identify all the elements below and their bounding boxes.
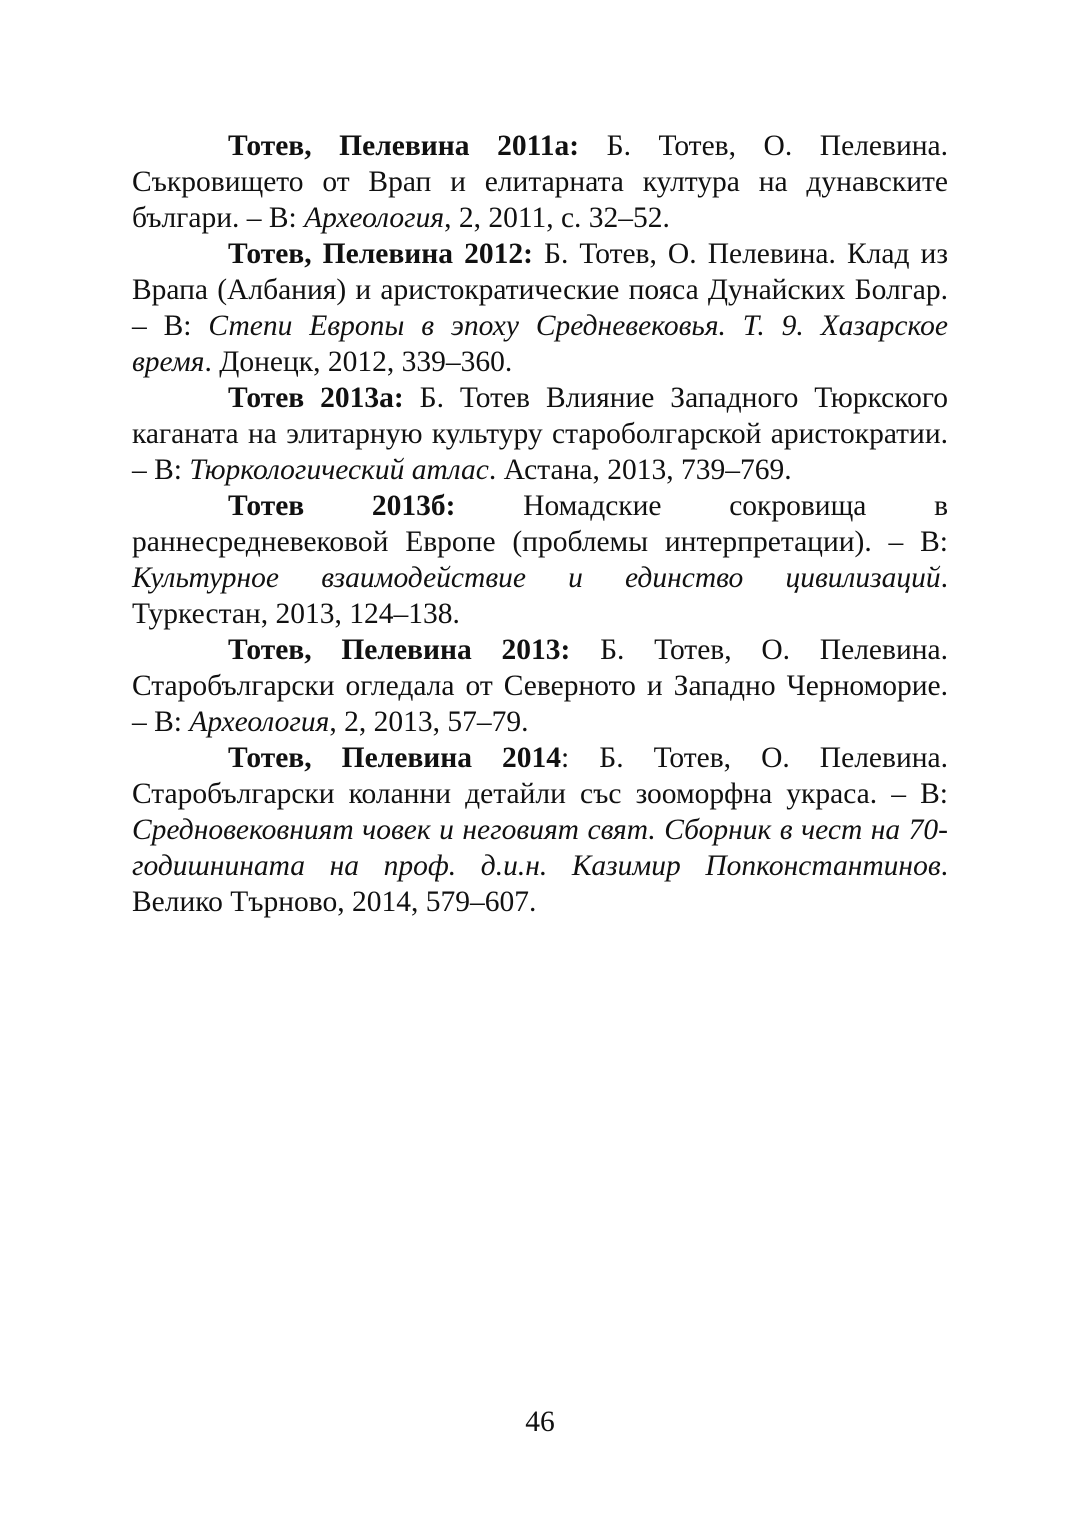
entry-source: Культурное взаимодействие и единство цивилизаций	[132, 562, 941, 594]
entry-authors: : Б. Тотев, О. Пелевина.	[561, 742, 948, 774]
bibliography-list	[132, 128, 948, 920]
entry-details: . Велико Търново, 2014, 579–607.	[132, 850, 948, 918]
entry-details: . Астана, 2013, 739–769.	[488, 454, 792, 486]
bibliography-entry	[132, 740, 948, 920]
entry-title: Старобългарски коланни детайли със зооморфна украса. – В:	[132, 778, 948, 810]
entry-key: Тотев, Пелевина 2012:	[228, 238, 533, 270]
entry-authors: Б. Тотев, О. Пелевина.	[579, 130, 948, 162]
entry-key: Тотев, Пелевина 2014	[228, 742, 562, 774]
entry-source: Средновековният човек и неговият свят. Сборник в чест на 70-годишнината на проф. д.и.н. Казимир Попконстантинов	[132, 814, 948, 882]
bibliography-entry	[132, 128, 948, 236]
entry-details: . Донецк, 2012, 339–360.	[204, 346, 513, 378]
entry-key: Тотев 2013а:	[228, 382, 404, 414]
entry-title: Съкровището от Врап и елитарната култура на дунавските българи. – В:	[132, 166, 948, 234]
bibliography-entry	[132, 236, 948, 380]
entry-authors: Б. Тотев	[403, 382, 546, 414]
entry-authors: Б. Тотев, О. Пелевина.	[570, 634, 948, 666]
page-number: 46	[525, 1406, 555, 1438]
entry-title: Старобългарски огледала от Северното и Западно Черноморие. – В:	[132, 670, 948, 738]
entry-source: Археология	[304, 202, 445, 234]
entry-source: Степи Европы в эпоху Средневековья. Т. 9. Хазарское время	[132, 310, 949, 378]
entry-title: Клад из Врапа (Албания) и аристократические пояса Дунайских Болгар. – В:	[132, 238, 948, 342]
entry-details: , 2, 2013, 57–79.	[329, 706, 529, 738]
entry-authors: Б. Тотев, О. Пелевина.	[532, 238, 847, 270]
bibliography-entry	[132, 632, 948, 740]
document-page	[132, 128, 948, 1508]
bibliography-entry	[132, 488, 948, 632]
entry-title: Номадские сокровища в раннесредневековой Европе (проблемы интерпретации). – В:	[132, 490, 948, 558]
entry-source: Тюркологический атлас	[189, 454, 489, 486]
entry-source: Археология	[189, 706, 330, 738]
entry-key: Тотев, Пелевина 2011а:	[228, 130, 580, 162]
entry-details: . Туркестан, 2013, 124–138.	[132, 562, 948, 630]
entry-key: Тотев, Пелевина 2013:	[228, 634, 571, 666]
entry-authors	[455, 490, 523, 522]
entry-details: , 2, 2011, с. 32–52.	[444, 202, 670, 234]
bibliography-entry	[132, 380, 948, 488]
entry-key: Тотев 2013б:	[228, 490, 456, 522]
entry-title: Влияние Западного Тюркского каганата на элитарную культуру староболгарской аристократии. – В:	[132, 382, 948, 486]
